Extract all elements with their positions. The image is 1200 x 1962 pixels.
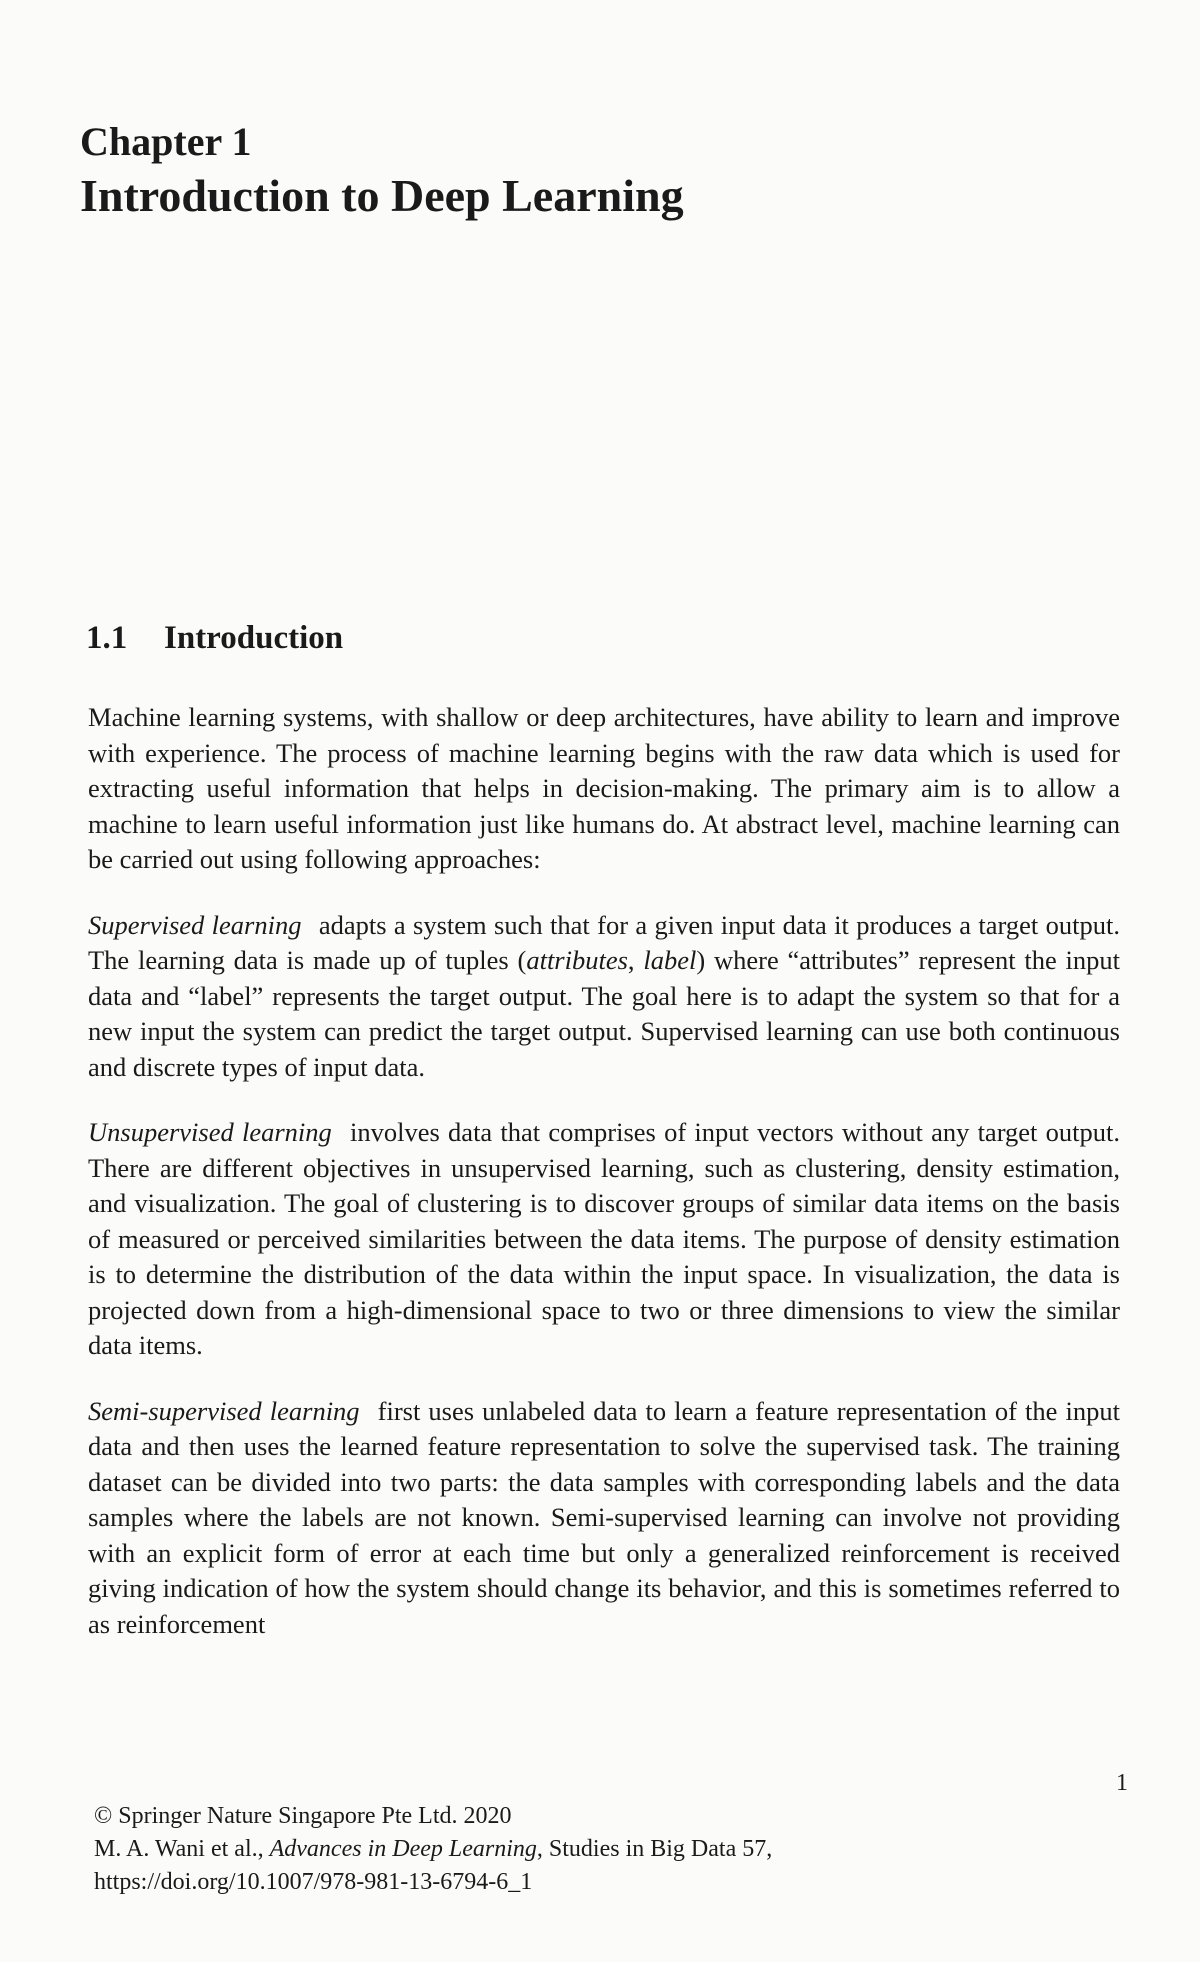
supervised-text-b: ) where “attributes” represent the input data and “label” represents the target output. The goal here is to adapt the system so that for a new input the system can predict the target output. Supervised learning can use both continuous and discrete types of input data.	[88, 945, 1121, 1082]
page-number: 1	[1116, 1770, 1128, 1796]
paragraph-supervised	[88, 908, 1120, 1086]
body-text	[88, 700, 1120, 1672]
tuple-attributes: attributes	[526, 945, 628, 975]
copyright-line: © Springer Nature Singapore Pte Ltd. 2020	[94, 1803, 512, 1829]
citation-series: , Studies in Big Data 57,	[536, 1836, 773, 1862]
chapter-label: Chapter 1	[80, 119, 252, 164]
citation-authors: M. A. Wani et al.,	[94, 1836, 270, 1862]
citation-book-title: Advances in Deep Learning	[269, 1836, 537, 1862]
term-semi-supervised: Semi-supervised learning	[88, 1395, 360, 1426]
unsupervised-text: involves data that comprises of input vectors without any target output. There are different objectives in unsupervised learning, such as clustering, density estimation, and visualization. The goal of clustering is to discover groups of similar data items on the basis of measured or perceived similarities between the data items. The purpose of density estimation is to determine the distribution of the data within the input space. In visualization, the data is projected down from a high-dimensional space to two or three dimensions to view the similar data items.	[88, 1117, 1121, 1360]
chapter-title: Introduction to Deep Learning	[80, 170, 684, 221]
term-supervised: Supervised learning	[88, 909, 302, 940]
supervised-text-a: adapts a system such that for a given input data it produces a target output. The learning data is made up of tuples (	[88, 909, 1120, 975]
section-title: Introduction	[164, 620, 344, 656]
paragraph-unsupervised	[88, 1115, 1120, 1364]
citation-line	[94, 1833, 772, 1866]
doi-link[interactable]: https://doi.org/10.1007/978-981-13-6794-6_1	[94, 1869, 533, 1895]
paragraph-semi-supervised	[88, 1394, 1120, 1643]
paragraph-intro: Machine learning systems, with shallow or deep architectures, have ability to learn and improve with experience. The process of machine learning begins with the raw data which is used for extracting useful information that helps in decision-making. The primary aim is to allow a machine to learn useful information just like humans do. At abstract level, machine learning can be carried out using following approaches:	[88, 702, 1120, 874]
tuple-label: label	[643, 945, 697, 975]
term-unsupervised: Unsupervised learning	[88, 1117, 332, 1147]
footer	[94, 1800, 772, 1899]
semi-supervised-text: first uses unlabeled data to learn a feature representation of the input data and then uses the learned feature representation to solve the supervised task. The training dataset can be divided into two parts: the data samples with corresponding labels and the data samples where the labels are not known. Semi-supervised learning can involve not providing with an explicit form of error at each time but only a generalized reinforcement is received giving indication of how the system should change its behavior, and this is sometimes referred to as reinforcement	[88, 1395, 1120, 1639]
tuple-separator: ,	[627, 945, 644, 975]
section-heading	[86, 617, 343, 659]
section-number: 1.1	[86, 620, 128, 656]
